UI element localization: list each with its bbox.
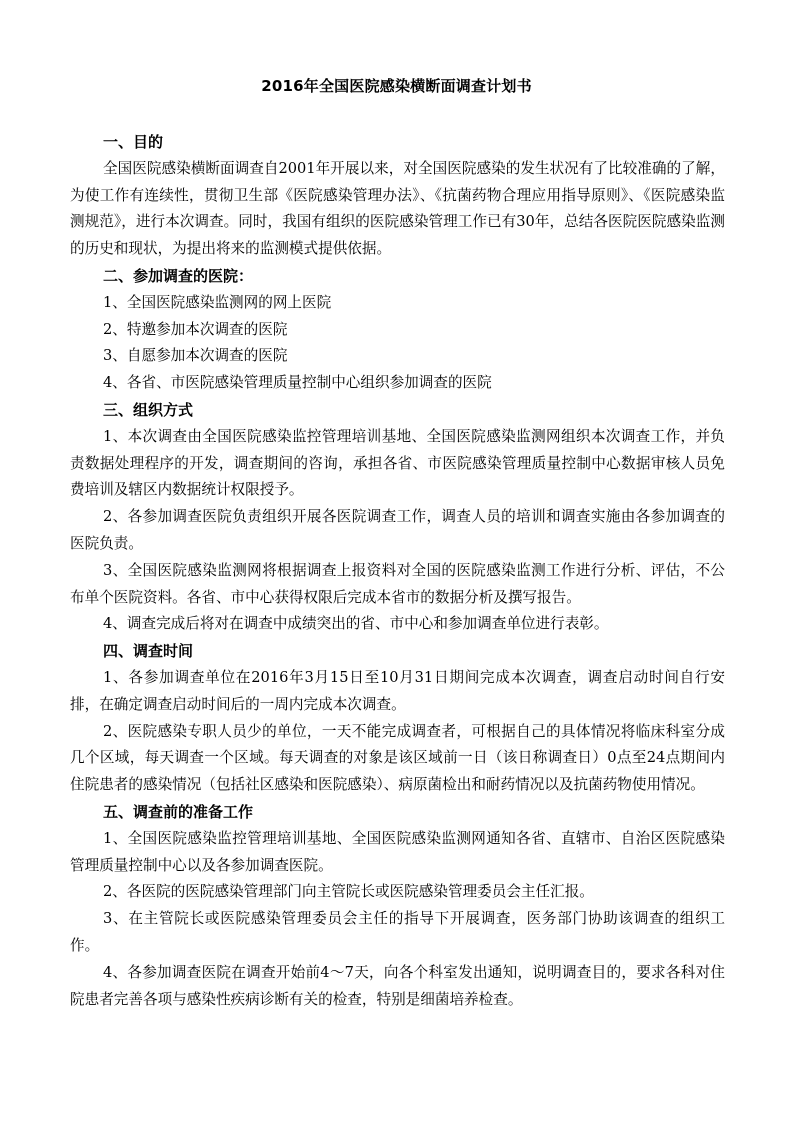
document-title: 2016年全国医院感染横断面调查计划书 <box>261 77 532 95</box>
paragraph: 1、全国医院感染监控管理培训基地、全国医院感染监测网通知各省、直辖市、自治区医院感染管理质量控制中心以及各参加调查医院。 <box>70 829 725 874</box>
list-item: 2、特邀参加本次调查的医院 <box>103 320 288 338</box>
list-item: 1、全国医院感染监测网的网上医院 <box>103 293 332 311</box>
paragraph: 2、各参加调查医院负责组织开展各医院调查工作，调查人员的培训和调查实施由各参加调查的医院负责。 <box>70 508 725 552</box>
section-preparation <box>70 799 725 1013</box>
section-participating-hospitals <box>70 263 725 397</box>
section-heading: 二、参加调查的医院： <box>103 266 254 285</box>
paragraph: 2、医院感染专职人员少的单位，一天不能完成调查者，可根据自己的具体情况将临床科室分成几个区域，每天调查一个区域。每天调查的对象是该区域前一日（该日称调查日）0点至24点期间内住院患者的感染情况（包括社区感染和医院感染）、病原菌检出和耐药情况以及抗菌药物使用情况。 <box>70 722 725 794</box>
paragraph: 全国医院感染横断面调查自2001年开展以来，对全国医院感染的发生状况有了比较准确的了解，为使工作有连续性，贯彻卫生部《医院感染管理办法》、《抗菌药物合理应用指导原则》、《医院感染监测规范》，进行本次调查。同时，我国有组织的医院感染管理工作已有30年，总结各医院医院感染监测的历史和现状，为提出将来的监测模式提供依据。 <box>70 159 725 258</box>
paragraph: 3、在主管院长或医院感染管理委员会主任的指导下开展调查，医务部门协助该调查的组织工作。 <box>70 910 725 954</box>
section-survey-time <box>70 638 725 799</box>
paragraph: 2、各医院的医院感染管理部门向主管院长或医院感染管理委员会主任汇报。 <box>103 883 594 901</box>
document-body <box>70 129 725 1013</box>
paragraph: 4、调查完成后将对在调查中成绩突出的省、市中心和参加调查单位进行表彰。 <box>103 615 609 633</box>
section-organization <box>70 397 725 638</box>
paragraph: 1、本次调查由全国医院感染监控管理培训基地、全国医院感染监测网组织本次调查工作，并负责数据处理程序的开发，调查期间的咨询，承担各省、市医院感染管理质量控制中心数据审核人员免费培训及辖区内数据统计权限授予。 <box>70 427 725 499</box>
paragraph: 4、各参加调查医院在调查开始前4～7天，向各个科室发出通知，说明调查目的，要求各科对住院患者完善各项与感染性疾病诊断有关的检查，特别是细菌培养检查。 <box>70 963 725 1008</box>
section-heading: 三、组织方式 <box>103 400 194 419</box>
section-heading: 一、目的 <box>103 133 164 151</box>
list-item: 4、各省、市医院感染管理质量控制中心组织参加调查的医院 <box>103 374 492 392</box>
paragraph: 1、各参加调查单位在2016年3月15日至10月31日期间完成本次调查，调查启动时间自行安排，在确定调查启动时间后的一周内完成本次调查。 <box>70 668 725 713</box>
section-purpose <box>70 129 725 263</box>
section-heading: 五、调查前的准备工作 <box>103 802 254 821</box>
section-heading: 四、调查时间 <box>103 642 194 661</box>
list-item: 3、自愿参加本次调查的医院 <box>103 347 288 365</box>
paragraph: 3、全国医院感染监测网将根据调查上报资料对全国的医院感染监测工作进行分析、评估，不公布单个医院资料。各省、市中心获得权限后完成本省市的数据分析及撰写报告。 <box>70 561 725 606</box>
